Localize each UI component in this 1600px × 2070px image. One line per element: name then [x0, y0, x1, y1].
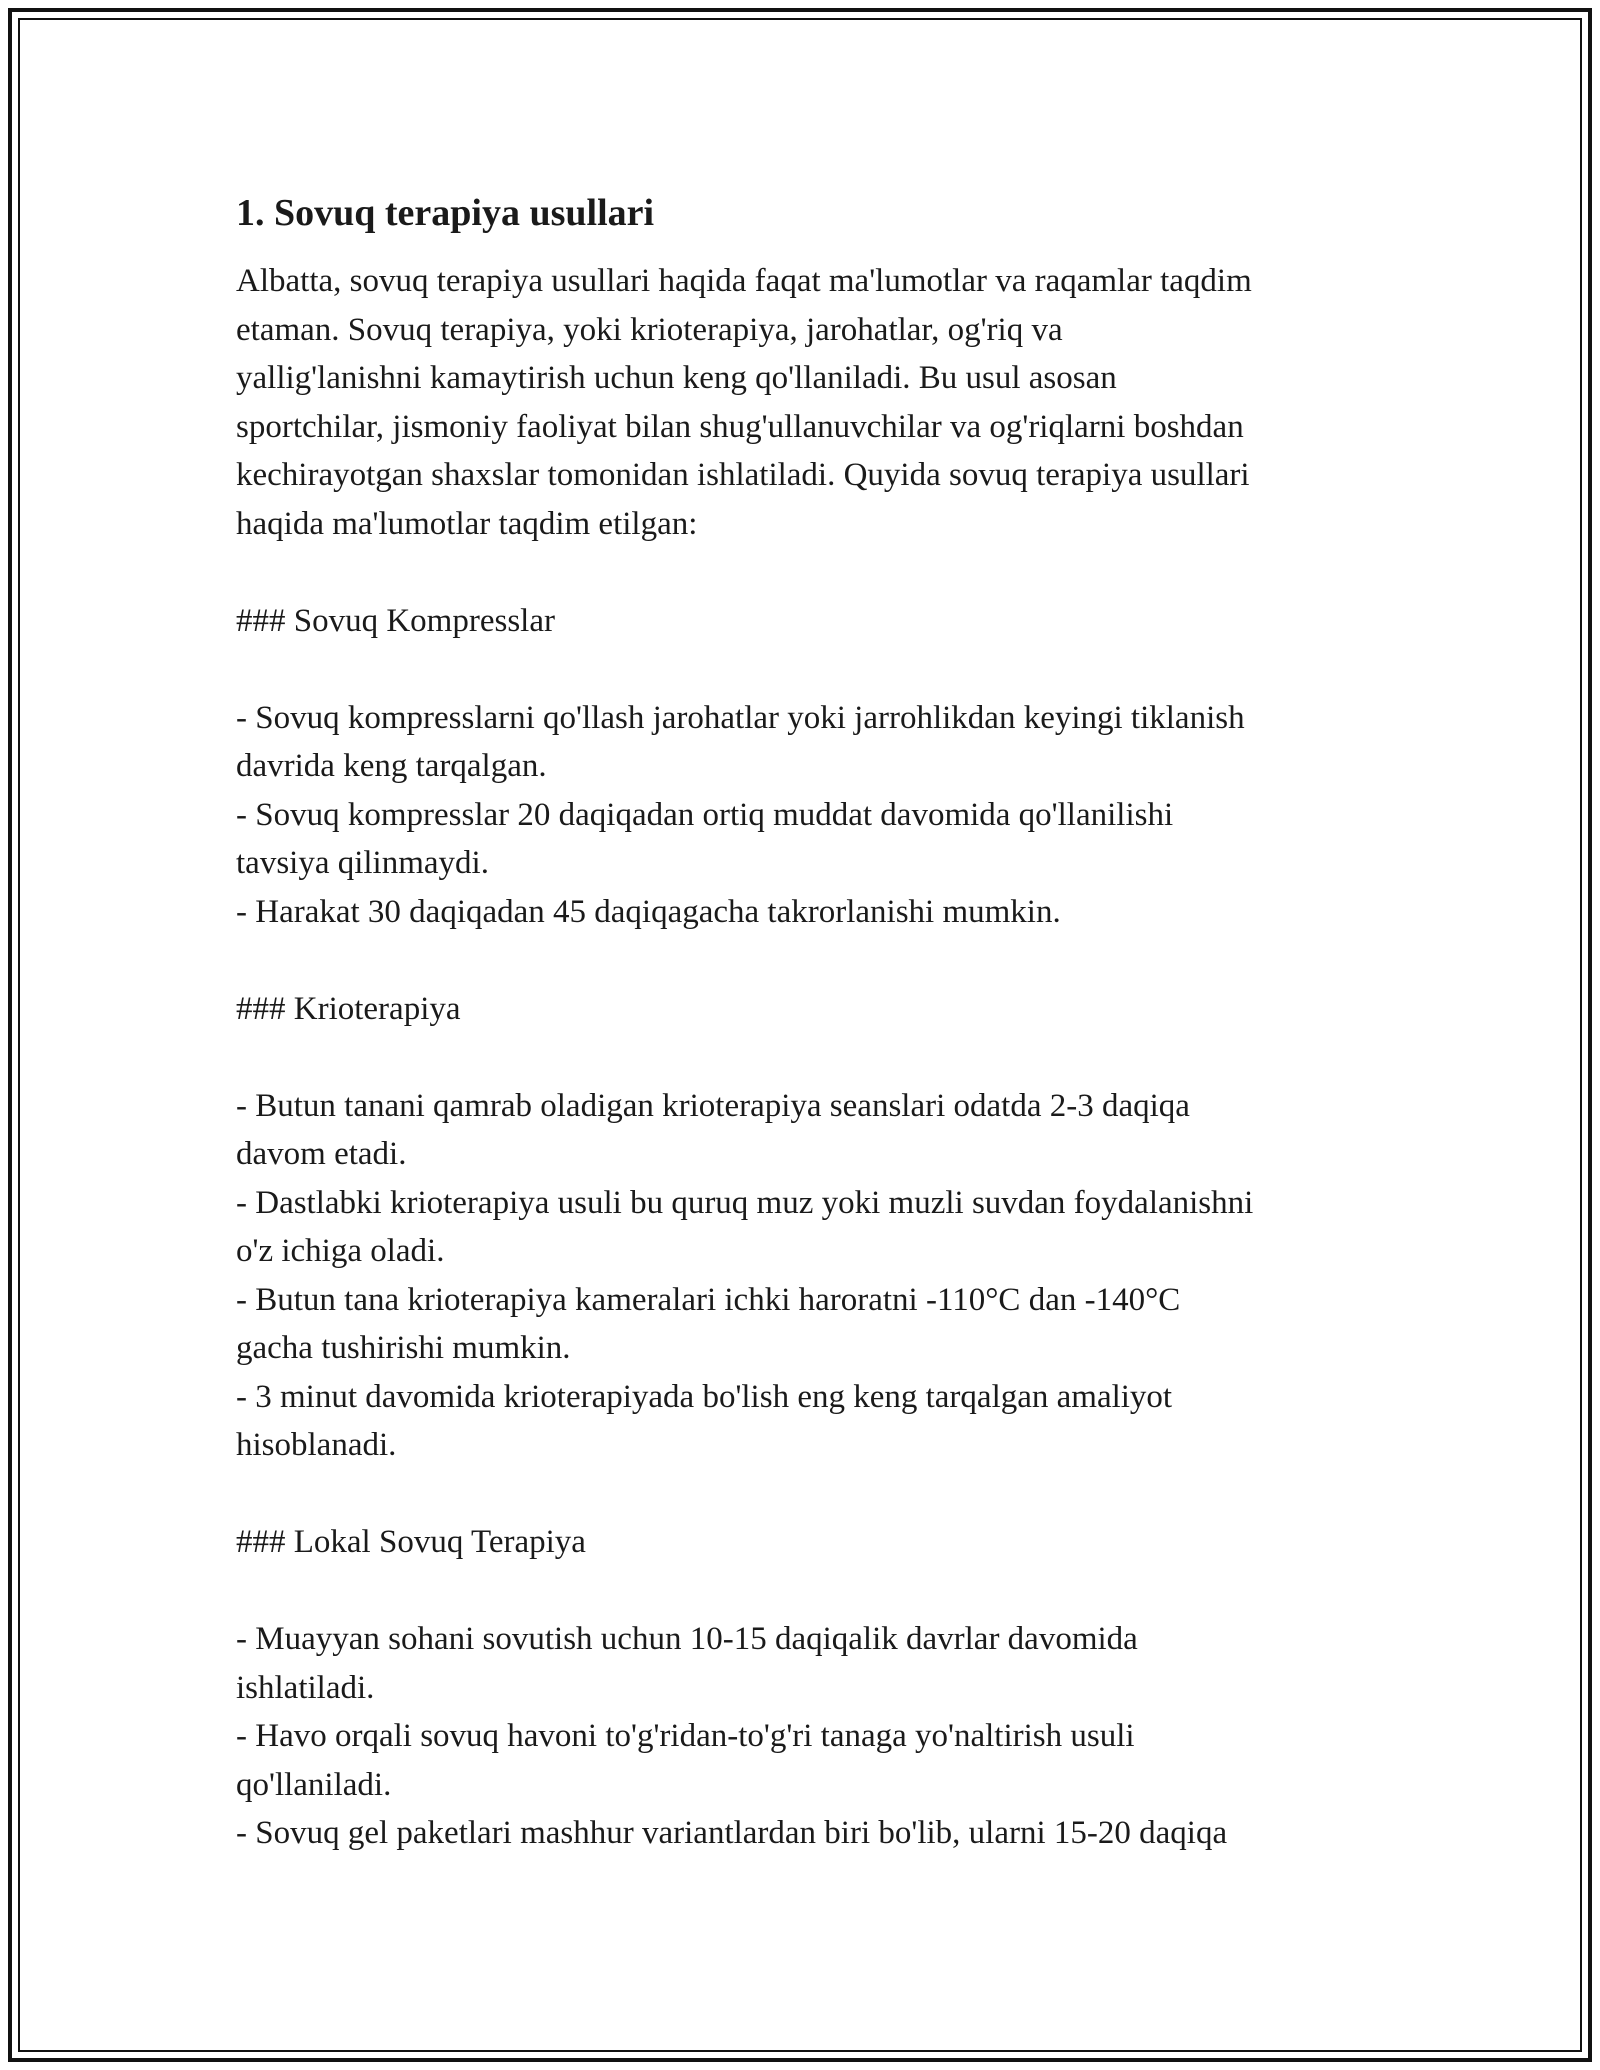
- list-item: - Butun tanani qamrab oladigan krioterapiya seanslari odatda 2-3 daqiqa: [236, 1087, 1190, 1124]
- list-item-continuation: davrida keng tarqalgan.: [236, 748, 547, 784]
- section-heading-krioterapiya: ### Krioterapiya: [236, 990, 461, 1027]
- list-item-continuation: o'z ichiga oladi.: [236, 1233, 445, 1269]
- text-line: sportchilar, jismoniy faoliyat bilan shug'ullanuvchilar va og'riqlarni boshdan: [236, 408, 1244, 445]
- text-line: yallig'lanishni kamaytirish uchun keng qo'llaniladi. Bu usul asosan: [236, 360, 1117, 396]
- text-line: haqida ma'lumotlar taqdim etilgan:: [236, 505, 698, 542]
- section-list-sovuq-kompresslar: [236, 694, 1386, 937]
- list-item: - Dastlabki krioterapiya usuli bu quruq muz yoki muzli suvdan foydalanishni: [236, 1184, 1254, 1221]
- list-item: - Sovuq gel paketlari mashhur variantlardan biri bo'lib, ularni 15-20 daqiqa: [236, 1815, 1228, 1851]
- list-item-continuation: tavsiya qilinmaydi.: [236, 845, 489, 881]
- text-line: kechirayotgan shaxslar tomonidan ishlatiladi. Quyida sovuq terapiya usullari: [236, 457, 1250, 493]
- list-item: - Muayyan sohani sovutish uchun 10-15 daqiqalik davrlar davomida: [236, 1621, 1138, 1657]
- section-list-krioterapiya: [236, 1082, 1386, 1470]
- section-list-lokal-sovuq-terapiya: [236, 1615, 1386, 1858]
- list-item-continuation: ishlatiladi.: [236, 1669, 375, 1706]
- list-item: - Havo orqali sovuq havoni to'g'ridan-to'g'ri tanaga yo'naltirish usuli: [236, 1718, 1135, 1754]
- page-title: 1. Sovuq terapiya usullari: [236, 192, 655, 234]
- list-item: - Harakat 30 daqiqadan 45 daqiqagacha takrorlanishi mumkin.: [236, 893, 1061, 930]
- list-item-continuation: davom etadi.: [236, 1136, 407, 1172]
- list-item: - 3 minut davomida krioterapiyada bo'lish eng keng tarqalgan amaliyot: [236, 1378, 1173, 1415]
- list-item-continuation: qo'llaniladi.: [236, 1766, 392, 1803]
- list-item: - Butun tana krioterapiya kameralari ichki haroratni -110°C dan -140°C: [236, 1281, 1181, 1318]
- list-item-continuation: gacha tushirishi mumkin.: [236, 1330, 571, 1366]
- list-item: - Sovuq kompresslar 20 daqiqadan ortiq muddat davomida qo'llanilishi: [236, 796, 1174, 833]
- document-body: [236, 185, 1386, 1906]
- section-heading-sovuq-kompresslar: ### Sovuq Kompresslar: [236, 602, 555, 639]
- text-line: etaman. Sovuq terapiya, yoki krioterapiya, jarohatlar, og'riq va: [236, 311, 1063, 348]
- intro-paragraph: [236, 257, 1386, 548]
- list-item-continuation: hisoblanadi.: [236, 1427, 397, 1463]
- list-item: - Sovuq kompresslarni qo'llash jarohatlar yoki jarrohlikdan keyingi tiklanish: [236, 699, 1245, 736]
- text-line: Albatta, sovuq terapiya usullari haqida faqat ma'lumotlar va raqamlar taqdim: [236, 263, 1252, 299]
- section-heading-lokal-sovuq-terapiya: ### Lokal Sovuq Terapiya: [236, 1524, 586, 1560]
